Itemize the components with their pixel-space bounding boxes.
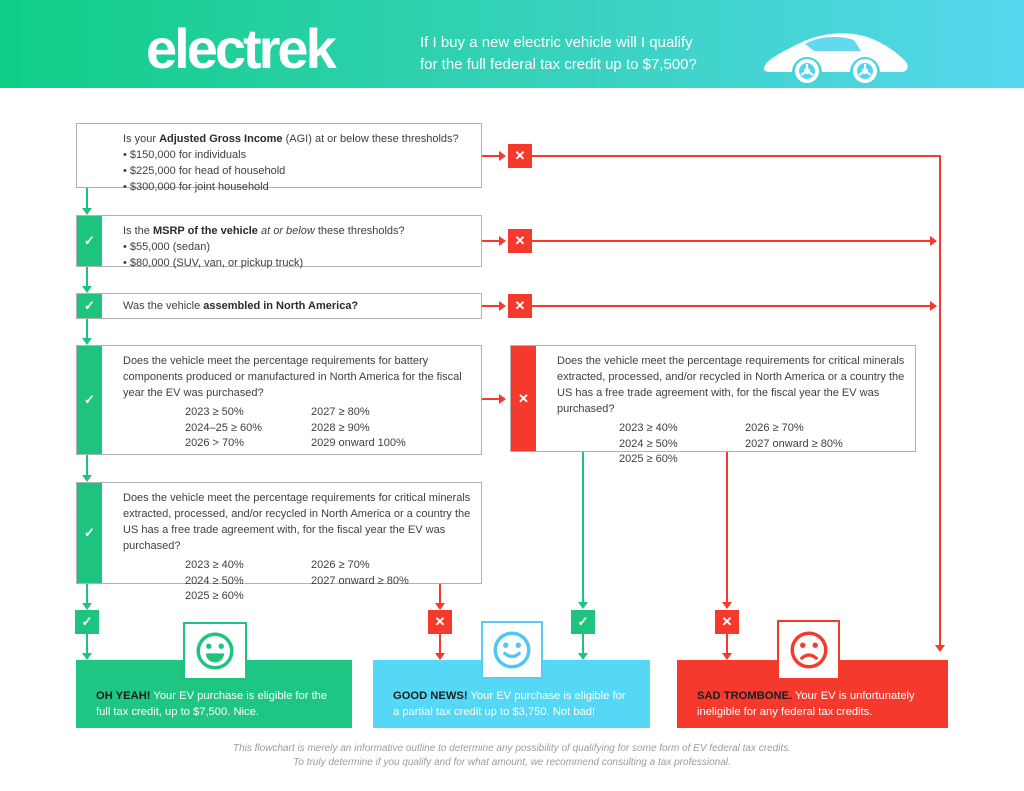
cross-icon: ✕ bbox=[428, 610, 452, 634]
connector-line bbox=[726, 452, 728, 603]
check-icon: ✓ bbox=[77, 294, 102, 318]
question-battery bbox=[76, 345, 482, 455]
arrow-down-icon bbox=[722, 653, 732, 660]
msrp-bullet-2: • $80,000 (SUV, van, or pickup truck) bbox=[123, 257, 304, 269]
minerals-thresholds: 2023 ≥ 40% 2026 ≥ 70% 2024 ≥ 50% 2027 onward ≥ 80% 2025 ≥ 60% bbox=[185, 559, 409, 602]
cross-icon: ✕ bbox=[508, 229, 532, 253]
arrow-down-icon bbox=[435, 653, 445, 660]
arrow-right-icon bbox=[499, 301, 506, 311]
question-agi bbox=[76, 123, 482, 193]
headline bbox=[420, 32, 697, 76]
arrow-right-icon bbox=[499, 236, 506, 246]
check-icon: ✓ bbox=[77, 483, 102, 583]
connector-line bbox=[532, 305, 930, 307]
msrp-bullet-1: • $55,000 (sedan) bbox=[123, 241, 211, 253]
electrek-logo: electrek bbox=[146, 17, 334, 80]
smile-face-icon bbox=[481, 621, 543, 679]
question-minerals-text: Does the vehicle meet the percentage requirements for critical minerals extracted, processed, and/or recycled in North America or a country the US has a free trade agreement with, for the fiscal year the EV was purchased? bbox=[123, 492, 471, 552]
connector-line bbox=[532, 240, 930, 242]
arrow-down-icon bbox=[578, 602, 588, 609]
disclaimer-line1: This flowchart is merely an informative outline to determine any possibility of qualifying for some form of EV federal tax credits. bbox=[232, 743, 792, 754]
cross-icon: ✕ bbox=[508, 144, 532, 168]
connector-line bbox=[482, 155, 499, 157]
outcome-full-body: Your EV purchase is eligible for the full tax credit, up to $7,500. Nice. bbox=[96, 690, 328, 718]
arrow-down-icon bbox=[722, 602, 732, 609]
cross-icon: ✕ bbox=[715, 610, 739, 634]
connector-line bbox=[439, 634, 441, 654]
check-icon: ✓ bbox=[77, 346, 102, 454]
outcome-full-lead: OH YEAH! bbox=[96, 690, 151, 702]
connector-line bbox=[532, 155, 941, 157]
question-minerals-main bbox=[76, 482, 482, 602]
headline-line2: for the full federal tax credit up to $7,500? bbox=[420, 56, 697, 73]
battery-thresholds: 2023 ≥ 50% 2027 ≥ 80% 2024–25 ≥ 60% 2028 ≥ 90% 2026 > 70% 2029 onward 100% bbox=[185, 406, 406, 449]
question-agi-text: Is your Adjusted Gross Income (AGI) at or below these thresholds? bbox=[123, 133, 459, 145]
arrow-down-icon bbox=[82, 475, 92, 482]
arrow-right-icon bbox=[499, 394, 506, 404]
question-msrp-text: Is the MSRP of the vehicle at or below these thresholds? bbox=[123, 225, 405, 237]
question-msrp bbox=[76, 215, 482, 267]
connector-line bbox=[582, 634, 584, 654]
arrow-right-icon bbox=[499, 151, 506, 161]
connector-line bbox=[86, 267, 88, 287]
arrow-down-icon bbox=[935, 645, 945, 652]
check-icon: ✓ bbox=[77, 216, 102, 266]
connector-line bbox=[939, 155, 941, 646]
arrow-down-icon bbox=[82, 603, 92, 610]
outcome-none-lead: SAD TROMBONE. bbox=[697, 690, 793, 702]
connector-line bbox=[86, 634, 88, 654]
car-icon bbox=[758, 26, 914, 86]
arrow-down-icon bbox=[82, 653, 92, 660]
connector-line bbox=[86, 319, 88, 339]
connector-line bbox=[726, 634, 728, 654]
connector-line bbox=[482, 305, 499, 307]
headline-line1: If I buy a new electric vehicle will I qualify bbox=[420, 34, 693, 51]
agi-bullet-1: • $150,000 for individuals bbox=[123, 149, 247, 161]
arrow-right-icon bbox=[930, 236, 937, 246]
sad-face-icon bbox=[777, 620, 840, 680]
question-battery-text: Does the vehicle meet the percentage requirements for battery components produced or manufactured in North America for the fiscal year the EV was purchased? bbox=[123, 355, 462, 399]
arrow-right-icon bbox=[930, 301, 937, 311]
disclaimer-line2: To truly determine if you qualify and for what amount, we recommend consulting a tax professional. bbox=[293, 757, 731, 768]
happy-face-icon bbox=[183, 622, 247, 680]
agi-bullet-2: • $225,000 for head of household bbox=[123, 165, 286, 177]
cross-icon: ✕ bbox=[511, 346, 536, 451]
arrow-down-icon bbox=[578, 653, 588, 660]
arrow-down-icon bbox=[82, 208, 92, 215]
outcome-partial-body: Your EV purchase is eligible for a partial tax credit up to $3,750. Not bad! bbox=[393, 690, 626, 718]
question-minerals-text: Does the vehicle meet the percentage requirements for critical minerals extracted, processed, and/or recycled in North America or a country the US has a free trade agreement with, for the fiscal year the EV was purchased? bbox=[557, 355, 905, 415]
arrow-down-icon bbox=[82, 286, 92, 293]
header-banner bbox=[0, 0, 1024, 88]
arrow-down-icon bbox=[82, 338, 92, 345]
minerals-thresholds: 2023 ≥ 40% 2026 ≥ 70% 2024 ≥ 50% 2027 onward ≥ 80% 2025 ≥ 60% bbox=[619, 422, 843, 465]
connector-line bbox=[86, 584, 88, 604]
outcome-partial-lead: GOOD NEWS! bbox=[393, 690, 468, 702]
outcome-none-body: Your EV is unfortunately ineligible for any federal tax credits. bbox=[697, 690, 915, 718]
connector-line bbox=[439, 584, 441, 604]
arrow-down-icon bbox=[435, 603, 445, 610]
connector-line bbox=[482, 398, 499, 400]
connector-line bbox=[86, 455, 88, 476]
connector-line bbox=[86, 188, 88, 209]
connector-line bbox=[482, 240, 499, 242]
question-assembled-text: Was the vehicle assembled in North America? bbox=[123, 300, 359, 312]
question-minerals-fallback bbox=[510, 345, 916, 465]
check-icon: ✓ bbox=[75, 610, 99, 634]
question-assembled bbox=[76, 293, 482, 319]
agi-bullet-3: • $300,000 for joint household bbox=[123, 181, 269, 193]
connector-line bbox=[582, 452, 584, 603]
check-icon: ✓ bbox=[571, 610, 595, 634]
cross-icon: ✕ bbox=[508, 294, 532, 318]
